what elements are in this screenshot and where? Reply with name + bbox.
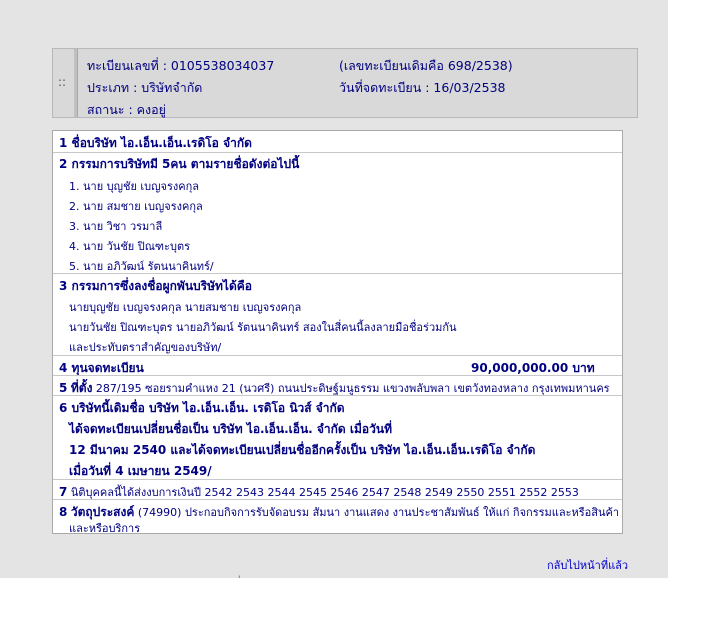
- address-label: ที่ตั้ง: [70, 381, 93, 395]
- section-address: [53, 375, 622, 395]
- item-number: 1: [59, 136, 68, 150]
- capital-label: ทุนจดทะเบียน: [71, 361, 144, 375]
- section-directors: [53, 152, 622, 273]
- objectives-label: วัตถุประสงค์: [70, 505, 135, 519]
- section-capital: [53, 355, 622, 375]
- address-text: 287/195 ซอยรามคำแหง 21 (นวศรี) ถนนประดิษฐ์มนูธรรม แขวงพลับพลา เขตวังทองหลาง กรุงเทพมหานคร: [95, 382, 610, 395]
- item-number: 6: [59, 401, 68, 415]
- history-line: 12 มีนาคม 2540 และได้จดทะเบียนเปลี่ยนชื่ออีกครั้งเป็น บริษัท ไอ.เอ็น.เอ็น.เรดิโอ จำกัด: [69, 443, 536, 457]
- registration-header: [52, 48, 638, 118]
- signatory-line: นายบุญชัย เบญจรงคกุล นายสมชาย เบญจรงคกุล: [69, 301, 302, 314]
- item-number: 3: [59, 279, 68, 293]
- signatories-title: กรรมการซึ่งลงชื่อผูกพันบริษัทได้คือ: [71, 279, 252, 293]
- company-details: [52, 130, 623, 534]
- item-number: 4: [59, 361, 68, 375]
- history-line: ได้จดทะเบียนเปลี่ยนชื่อเป็น บริษัท ไอ.เอ็น.เอ็น. จำกัด เมื่อวันที่: [69, 422, 392, 436]
- registered-capital: 90,000,000.00 บาท: [471, 361, 595, 375]
- item-number: 2: [59, 157, 68, 171]
- section-financial-statements: [53, 479, 622, 499]
- section-signatories: [53, 273, 622, 355]
- signatory-line: นายวันชัย ปิณฑะบุตร นายอภิวัฒน์ รัตนนาคินทร์ สองในสี่คนนี้ลงลายมือชื่อร่วมกัน: [69, 321, 457, 334]
- section-objectives: [53, 499, 622, 534]
- company-type: ประเภท : บริษัทจำกัด: [87, 80, 203, 95]
- back-link[interactable]: กลับไปหน้าที่แล้ว: [547, 559, 629, 572]
- section-company-name: [53, 131, 622, 152]
- old-registration-number: (เลขทะเบียนเดิมคือ 698/2538): [339, 58, 513, 73]
- history-line: เมื่อวันที่ 4 เมษายน 2549/: [69, 464, 212, 478]
- directors-title: กรรมการบริษัทมี 5คน ตามรายชื่อดังต่อไปนี้: [71, 157, 300, 171]
- header-marker: ::: [58, 75, 67, 89]
- header-separator: [74, 49, 78, 117]
- company-name: ชื่อบริษัท ไอ.เอ็น.เอ็น.เรดิโอ จำกัด: [71, 136, 252, 150]
- list-item: 2. นาย สมชาย เบญจรงคกุล: [69, 200, 203, 213]
- item-number: 7: [59, 485, 68, 499]
- registration-number: ทะเบียนเลขที่ : 0105538034037: [87, 58, 275, 73]
- list-item: 1. นาย บุญชัย เบญจรงคกุล: [69, 180, 199, 193]
- company-status: สถานะ : คงอยู่: [87, 102, 166, 117]
- objectives-text: (74990) ประกอบกิจการรับจัดอบรม สัมนา งานแสดง งานประชาสัมพันธ์ ให้แก่ กิจกรรมและหรือสินค้า: [137, 506, 620, 519]
- list-item: 4. นาย วันชัย ปิณฑะบุตร: [69, 240, 190, 253]
- item-number: 8: [59, 505, 68, 519]
- stray-mark: ': [238, 575, 241, 585]
- objectives-text-continued: และหรือบริการ: [69, 522, 141, 534]
- financial-statements-text: นิติบุคคลนี้ได้ส่งงบการเงินปี 2542 2543 2544 2545 2546 2547 2548 2549 2550 2551 2552 2553: [70, 486, 579, 499]
- section-name-history: [53, 395, 622, 479]
- registration-date: วันที่จดทะเบียน : 16/03/2538: [339, 80, 506, 95]
- list-item: 5. นาย อภิวัฒน์ รัตนนาคินทร์/: [69, 260, 214, 273]
- list-item: 3. นาย วิชา วรมาลี: [69, 220, 163, 233]
- signatory-line: และประทับตราสำคัญของบริษัท/: [69, 341, 222, 354]
- item-number: 5: [59, 381, 68, 395]
- history-line: บริษัทนี้เดิมชื่อ บริษัท ไอ.เอ็น.เอ็น. เรดิโอ นิวส์ จำกัด: [71, 401, 345, 415]
